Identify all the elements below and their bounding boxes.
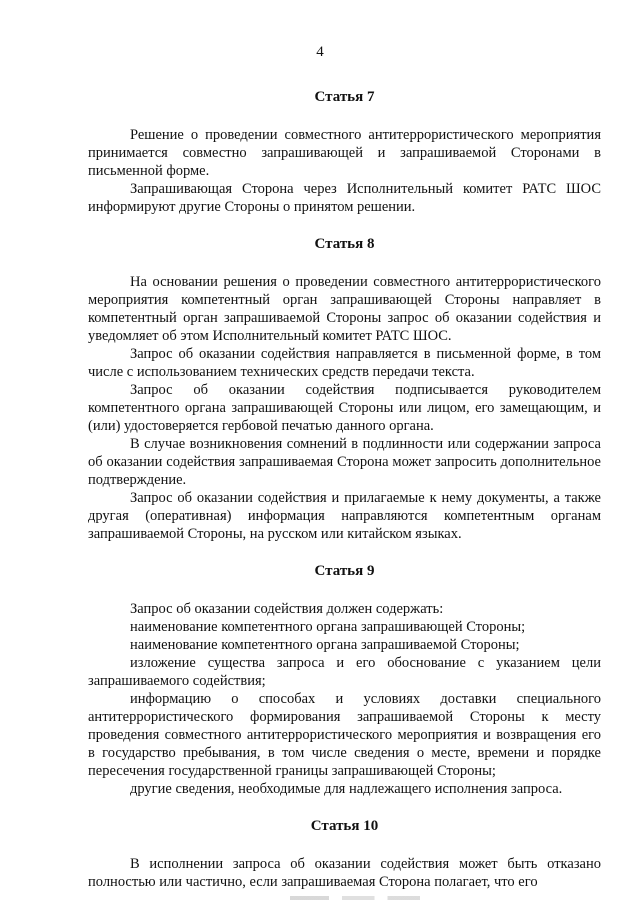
paragraph: Запрос об оказании содействия подписывается руководителем компетентного органа запрашивающей Стороны или лицом, его замещающим, и (или) удостоверяется гербовой печатью данного органа. <box>88 382 601 434</box>
article-title: Статья 10 <box>310 818 379 834</box>
article-title: Статья 9 <box>314 563 375 579</box>
paragraph: Запрос об оказании содействия направляется в письменной форме, в том числе с использованием технических средств передачи текста. <box>88 346 601 380</box>
scan-artifact <box>290 896 420 900</box>
list-item: изложение существа запроса и его обоснование с указанием цели запрашиваемого содействия; <box>88 655 601 689</box>
list-item: информацию о способах и условиях доставки специального антитеррористического формирования запрашиваемой Стороны к месту проведения совместного антитеррористического мероприятия и возвращения его в государство пребывания, в том числе сведения о месте, времени и порядке пересечения государственной границы запрашивающей Стороны; <box>88 691 601 779</box>
paragraph: Запрашивающая Сторона через Исполнительный комитет РАТС ШОС информируют другие Стороны о принятом решении. <box>88 181 601 215</box>
article-10 <box>88 817 601 891</box>
article-8 <box>88 235 601 543</box>
article-title: Статья 8 <box>314 236 375 252</box>
article-7 <box>88 88 601 216</box>
paragraph: На основании решения о проведении совместного антитеррористического мероприятия компетентный орган запрашивающей Стороны направляет в компетентный орган запрашиваемой Стороны запрос об оказании содействия и уведомляет об этом Исполнительный комитет РАТС ШОС. <box>88 274 601 344</box>
paragraph: Решение о проведении совместного антитеррористического мероприятия принимается совместно запрашивающей и запрашиваемой Сторонами в письменной форме. <box>88 127 601 179</box>
list-item: наименование компетентного органа запрашивающей Стороны; <box>130 619 526 635</box>
list-item: другие сведения, необходимые для надлежащего исполнения запроса. <box>130 781 563 797</box>
paragraph: В исполнении запроса об оказании содействия может быть отказано полностью или частично, если запрашиваемая Сторона полагает, что его <box>88 856 601 890</box>
paragraph: Запрос об оказании содействия должен содержать: <box>130 601 444 617</box>
paragraph: В случае возникновения сомнений в подлинности или содержании запроса об оказании содействия запрашиваемая Сторона может запросить дополнительное подтверждение. <box>88 436 601 488</box>
list-item: наименование компетентного органа запрашиваемой Стороны; <box>130 637 520 653</box>
article-title: Статья 7 <box>314 89 375 105</box>
article-9 <box>88 562 601 798</box>
paragraph: Запрос об оказании содействия и прилагаемые к нему документы, а также другая (оперативная) информация направляются компетентным органам запрашиваемой Стороны, на русском или китайском языках. <box>88 490 601 542</box>
document-body <box>88 88 601 910</box>
page-number: 4 <box>316 44 324 60</box>
